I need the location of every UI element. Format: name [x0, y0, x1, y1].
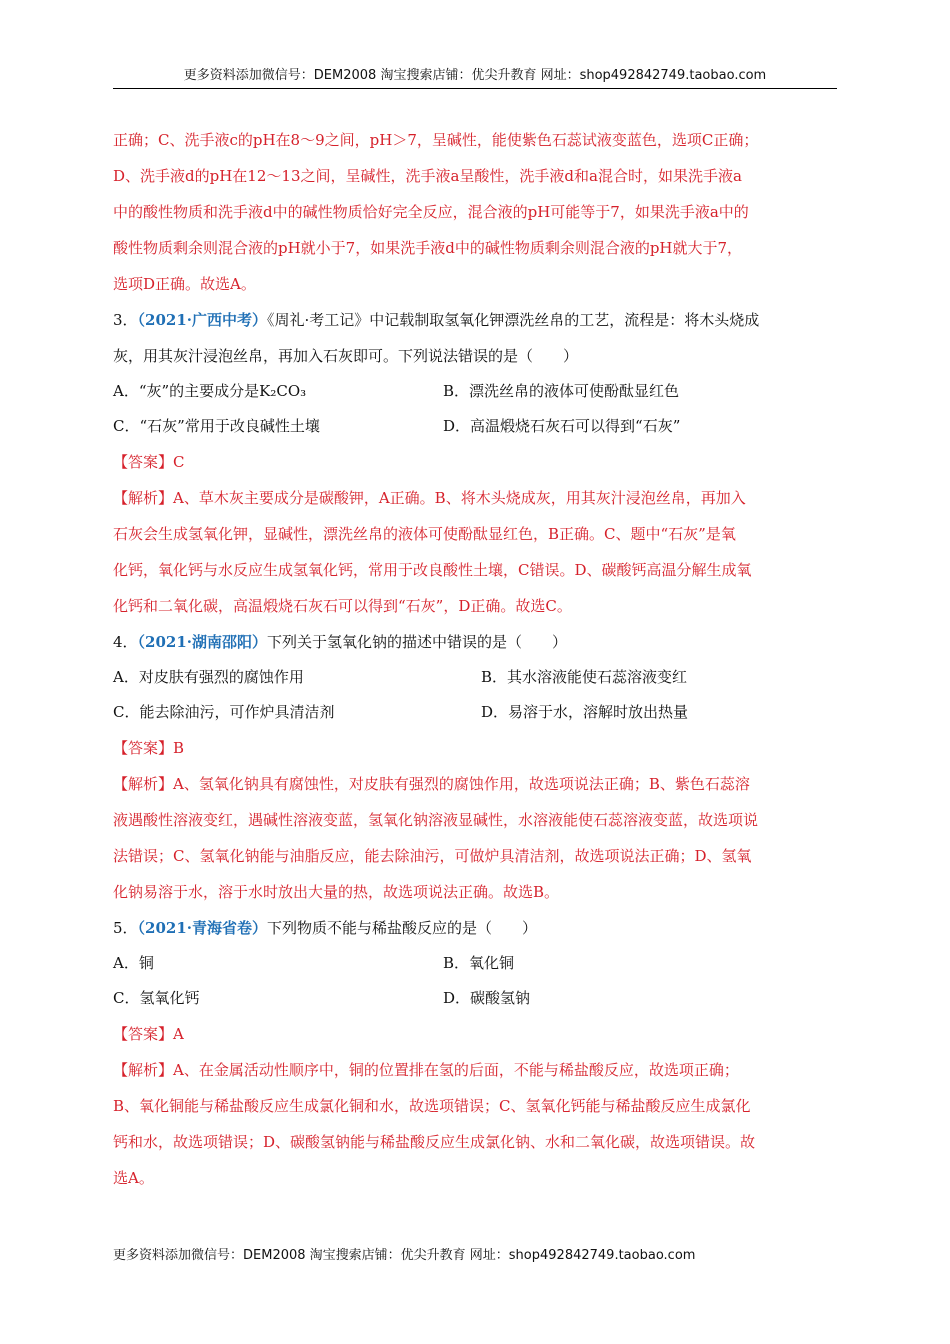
question-stem: [113, 910, 837, 946]
footer-text: 更多资料添加微信号：DEM2008 淘宝搜索店铺：优尖升教育 网址：shop492842749.taobao.com: [113, 1248, 696, 1263]
analysis-line: 法错误；C、氢氧化钠能与油脂反应，能去除油污，可做炉具清洁剂，故选项说法正确；D、氢氧: [113, 847, 752, 865]
option-b: B．其水溶液能使石蕊溶液变红: [481, 668, 688, 686]
analysis-line: 【解析】A、草木灰主要成分是碳酸钾，A正确。B、将木头烧成灰，用其灰汁浸泡丝帛，再加入: [113, 489, 746, 507]
options-row: [113, 695, 837, 730]
page-footer: [113, 1246, 837, 1266]
page-header: [113, 66, 837, 89]
document-body: [113, 122, 837, 1196]
analysis-line: 【解析】A、氢氧化钠具有腐蚀性，对皮肤有强烈的腐蚀作用，故选项说法正确；B、紫色石蕊溶: [113, 775, 750, 793]
options-row: [113, 374, 837, 409]
analysis-line: 钙和水，故选项错误；D、碳酸氢钠能与稀盐酸反应生成氯化钠、水和二氧化碳，故选项错误。故: [113, 1133, 756, 1151]
question-number: 3．: [113, 311, 138, 329]
analysis-line: 正确；C、洗手液c的pH在8～9之间，pH＞7，呈碱性，能使紫色石蕊试液变蓝色，选项C正确；: [113, 131, 759, 149]
answer: 【答案】A: [113, 1025, 184, 1043]
question-stem: [113, 624, 837, 660]
question-number: 5．: [113, 919, 138, 937]
options-row: [113, 981, 837, 1016]
analysis-line: 石灰会生成氢氧化钾，显碱性，漂洗丝帛的液体可使酚酞显红色，B正确。C、题中“石灰”是氧: [113, 525, 736, 543]
option-c: C．氢氧化钙: [113, 989, 200, 1007]
option-c: C．能去除油污，可作炉具清洁剂: [113, 703, 335, 721]
question-3: [113, 302, 837, 624]
question-text: 《周礼·考工记》中记载制取氢氧化钾漂洗丝帛的工艺，流程是：将木头烧成: [267, 311, 760, 329]
analysis-line: 中的酸性物质和洗手液d中的碱性物质恰好完全反应，混合液的pH可能等于7，如果洗手液a中的: [113, 203, 749, 221]
analysis-line: 化钠易溶于水，溶于水时放出大量的热，故选项说法正确。故选B。: [113, 883, 560, 901]
answer: 【答案】C: [113, 453, 185, 471]
analysis-line: 化钙，氧化钙与水反应生成氢氧化钙，常用于改良酸性土壤，C错误。D、碳酸钙高温分解生成氧: [113, 561, 752, 579]
analysis-line: D、洗手液d的pH在12～13之间，呈碱性，洗手液a呈酸性，洗手液d和a混合时，如果洗手液a: [113, 167, 742, 185]
option-b: B．漂洗丝帛的液体可使酚酞显红色: [443, 382, 680, 400]
option-d: D．易溶于水，溶解时放出热量: [481, 703, 689, 721]
options-row: [113, 409, 837, 444]
header-text: 更多资料添加微信号：DEM2008 淘宝搜索店铺：优尖升教育 网址：shop492842749.taobao.com: [183, 68, 767, 83]
options-row: [113, 660, 837, 695]
option-d: D．高温煅烧石灰石可以得到“石灰”: [443, 417, 681, 435]
answer: 【答案】B: [113, 739, 185, 757]
question-source: （2021·广西中考）: [137, 311, 268, 329]
option-d: D．碳酸氢钠: [443, 989, 531, 1007]
option-a: A．对皮肤有强烈的腐蚀作用: [113, 668, 304, 686]
question-source: （2021·湖南邵阳）: [137, 633, 268, 651]
question-5: [113, 910, 837, 1196]
analysis-line: 酸性物质剩余则混合液的pH就小于7，如果洗手液d中的碱性物质剩余则混合液的pH就大于7，: [113, 239, 743, 257]
analysis-line: 液遇酸性溶液变红，遇碱性溶液变蓝，氢氧化钠溶液显碱性，水溶液能使石蕊溶液变蓝，故选项说: [113, 811, 759, 829]
analysis-line: 选项D正确。故选A。: [113, 275, 256, 293]
question-text: 下列关于氢氧化钠的描述中错误的是（ ）: [267, 633, 568, 651]
analysis-line: B、氧化铜能与稀盐酸反应生成氯化铜和水，故选项错误；C、氢氧化钙能与稀盐酸反应生成氯化: [113, 1097, 751, 1115]
option-a: A．“灰”的主要成分是K₂CO₃: [113, 382, 307, 400]
prev-analysis: [113, 122, 837, 302]
question-4: [113, 624, 837, 910]
options-row: [113, 946, 837, 981]
option-b: B．氧化铜: [443, 954, 515, 972]
question-stem: [113, 302, 837, 338]
question-source: （2021·青海省卷）: [137, 919, 268, 937]
option-a: A．铜: [113, 954, 154, 972]
question-number: 4．: [113, 633, 138, 651]
analysis-line: 化钙和二氧化碳，高温煅烧石灰石可以得到“石灰”，D正确。故选C。: [113, 597, 572, 615]
option-c: C．“石灰”常用于改良碱性土壤: [113, 417, 320, 435]
analysis-line: 【解析】A、在金属活动性顺序中，铜的位置排在氢的后面，不能与稀盐酸反应，故选项正确；: [113, 1061, 739, 1079]
analysis-line: 选A。: [113, 1169, 154, 1187]
question-text-continued: 灰，用其灰汁浸泡丝帛，再加入石灰即可。下列说法错误的是（ ）: [113, 347, 579, 365]
question-text: 下列物质不能与稀盐酸反应的是（ ）: [267, 919, 538, 937]
